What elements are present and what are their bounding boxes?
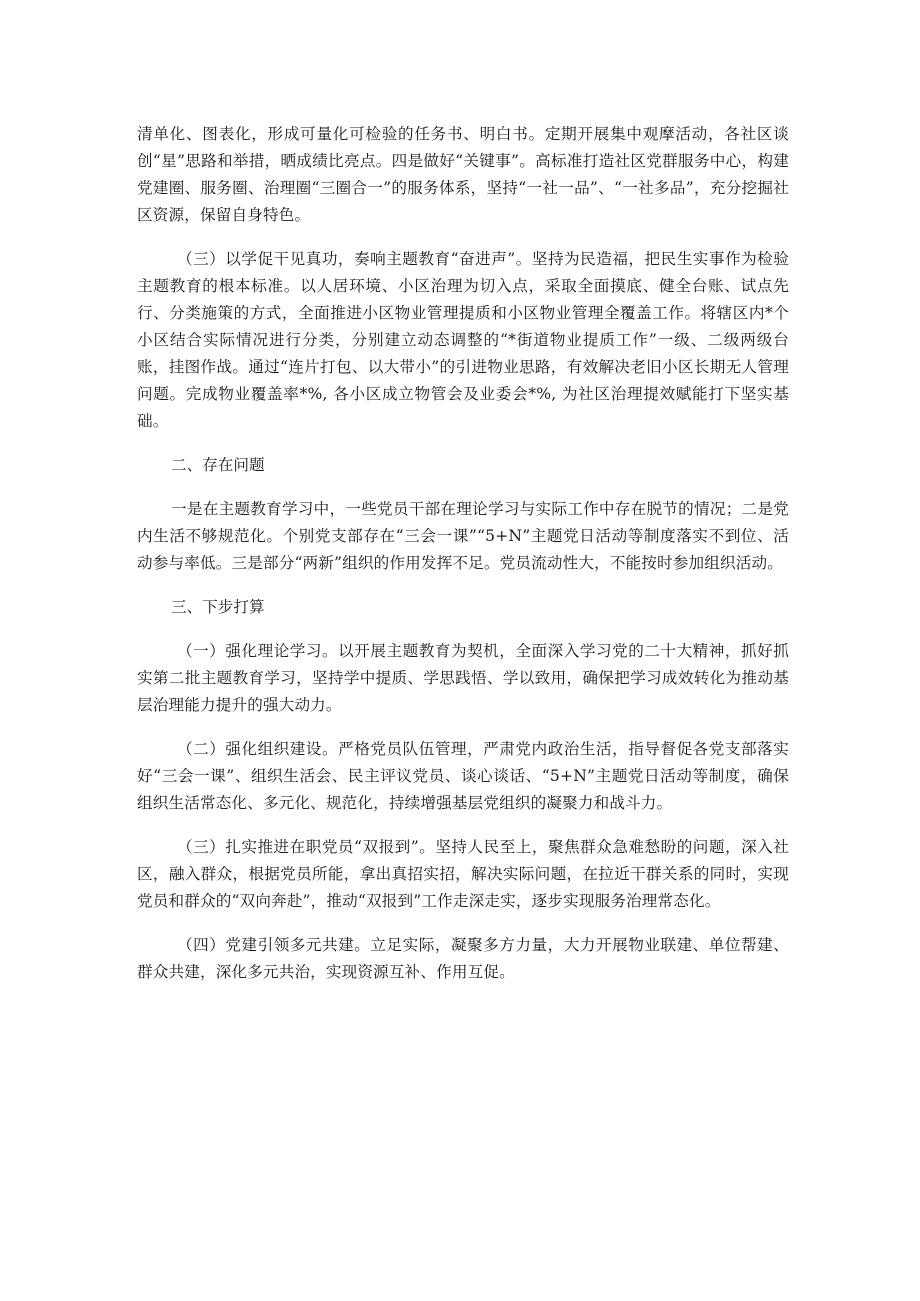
paragraph-next-step-3: （三）扎实推进在职党员“双报到”。坚持人民至上，聚焦群众急难愁盼的问题，深入社区，融入群众，根据党员所能，拿出真招实招，解决实际问题，在拉近干群关系的同时，实现党员和群众的“双向奔赴”，推动“双报到”工作走深走实，逐步实现服务治理常态化。 [137,838,789,910]
heading-next-steps: 三、下步打算 [171,598,265,616]
document-page [137,121,789,986]
paragraph-problems: 一是在主题教育学习中，一些党员干部在理论学习与实际工作中存在脱节的情况；二是党内生活不够规范化。个别党支部存在“三会一课”“5+N”主题党日活动等制度落实不到位、活动参与率低。三是部分“两新”组织的作用发挥不足。党员流动性大，不能按时参加组织活动。 [137,500,789,572]
paragraph-continuation: 清单化、图表化，形成可量化可检验的任务书、明白书。定期开展集中观摩活动，各社区谈创“星”思路和举措，晒成绩比亮点。四是做好“关键事”。高标准打造社区党群服务中心，构建党建圈、服务圈、治理圈“三圈合一”的服务体系，坚持“一社一品”、“一社多品”，充分挖掘社区资源，保留自身特色。 [137,125,789,224]
paragraph-next-step-4: （四）党建引领多元共建。立足实际，凝聚多方力量，大力开展物业联建、单位帮建、群众共建，深化多元共治，实现资源互补、作用互促。 [137,936,789,981]
paragraph-next-step-1: （一）强化理论学习。以开展主题教育为契机，全面深入学习党的二十大精神，抓好抓实第二批主题教育学习，坚持学中提质、学思践悟、学以致用，确保把学习成效转化为推动基层治理能力提升的强大动力。 [137,642,789,714]
heading-problems: 二、存在问题 [171,456,265,474]
paragraph-next-step-2: （二）强化组织建设。严格党员队伍管理，严肃党内政治生活，指导督促各党支部落实好“三会一课”、组织生活会、民主评议党员、谈心谈话、“5+N”主题党日活动等制度，确保组织生活常态化、多元化、规范化，持续增强基层党组织的凝聚力和战斗力。 [137,740,789,812]
paragraph-section-1-3: （三）以学促干见真功，奏响主题教育“奋进声”。坚持为民造福，把民生实事作为检验主题教育的根本标准。以人居环境、小区治理为切入点，采取全面摸底、健全台账、试点先行、分类施策的方式，全面推进小区物业管理提质和小区物业管理全覆盖工作。将辖区内*个小区结合实际情况进行分类，分别建立动态调整的“*街道物业提质工作”一级、二级两级台账，挂图作战。通过“连片打包、以大带小”的引进物业思路，有效解决老旧小区长期无人管理问题。完成物业覆盖率*%, 各小区成立物管会及业委会*%, 为社区治理提效赋能打下坚实基础。 [137,250,789,430]
